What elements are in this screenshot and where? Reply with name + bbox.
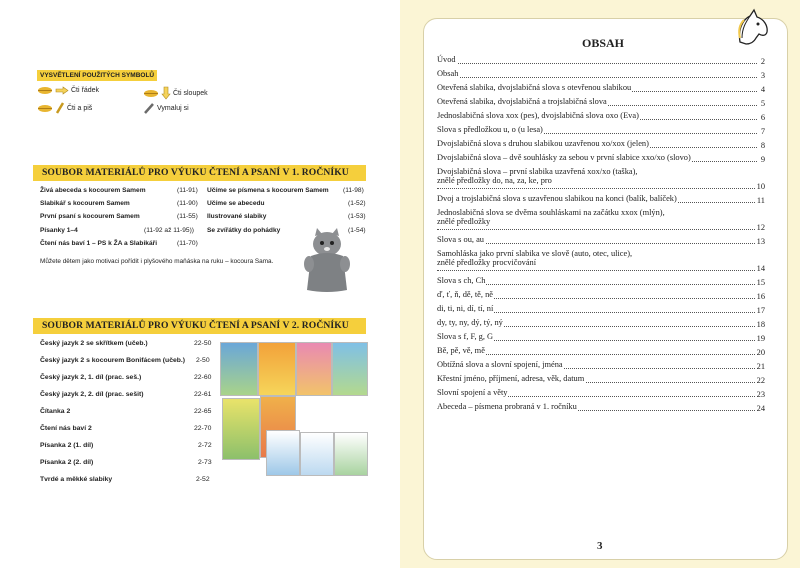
toc-entry[interactable]: di, ti, ni, dí, tí, ní 17: [437, 304, 765, 315]
list-item: Český jazyk 2, 2. díl (prac. sešit): [40, 391, 144, 398]
plush-note: Můžete dětem jako motivaci pořídit i plyšového maňáska na ruku – kocoura Sama.: [40, 258, 274, 265]
item-code: (11-70): [177, 240, 198, 247]
item-code: (11-55): [177, 213, 198, 220]
item-code: (11-92 až 11-95)): [144, 227, 194, 234]
list-item: Český jazyk 2 se skřítkem (učeb.): [40, 340, 148, 347]
item-code: (1-53): [348, 213, 366, 220]
page-number: 3: [597, 540, 603, 552]
book-covers-collage: [220, 340, 366, 480]
book-cover-image: [296, 342, 332, 396]
toc-entry[interactable]: Jednoslabičná slova se dvěma souhláskami na začátku xxox (mlýn), znělé předložky 12: [437, 208, 765, 232]
item-code: 22-50: [194, 340, 212, 347]
toc-entry[interactable]: Obtížná slova a slovní spojení, jména 21: [437, 360, 765, 371]
section2-banner: SOUBOR MATERIÁLŮ PRO VÝUKU ČTENÍ A PSANÍ V 2. ROČNÍKU: [33, 318, 366, 334]
list-item: Učíme se abecedu: [207, 200, 265, 207]
legend-label-read-column: Čti sloupek: [173, 89, 208, 97]
list-item: Učíme se písmena s kocourem Samem: [207, 187, 329, 194]
list-item: Písanka 2 (2. díl): [40, 459, 94, 466]
list-item: Živá abeceda s kocourem Samem: [40, 187, 146, 194]
arrow-right-icon: [55, 86, 69, 95]
legend-title: VYSVĚTLENÍ POUŽITÝCH SYMBOLŮ: [37, 70, 157, 81]
toc-entry[interactable]: Bě, pě, vě, mě 20: [437, 346, 765, 357]
toc-entry[interactable]: Otevřená slabika, dvojslabičná slova s otevřenou slabikou 4: [437, 83, 765, 94]
toc-entry[interactable]: dy, ty, ny, dý, tý, ný 18: [437, 318, 765, 329]
toc-entry[interactable]: Jednoslabičná slova xox (pes), dvojslabičná slova oxo (Eva) 6: [437, 111, 765, 122]
item-code: 22-70: [194, 425, 212, 432]
book-cover-image: [220, 342, 258, 396]
list-item: Ilustrované slabiky: [207, 213, 267, 220]
toc-entry[interactable]: Otevřená slabika, dvojslabičná a trojslabičná slova 5: [437, 97, 765, 108]
toc-entry[interactable]: Abeceda – písmena probraná v 1. ročníku 24: [437, 402, 765, 413]
book-cover-image: [332, 342, 368, 396]
item-code: 2-72: [198, 442, 212, 449]
toc-entry[interactable]: Slova s ch, Ch 15: [437, 276, 765, 287]
list-item: Slabikář s kocourem Samem: [40, 200, 130, 207]
list-item: Český jazyk 2, 1. díl (prac. seš.): [40, 374, 142, 381]
toc-entry[interactable]: ď, ť, ň, dě, tě, ně 16: [437, 290, 765, 301]
list-item: Čtení nás baví 1 – PS k ŽA a Slabikáři: [40, 240, 158, 247]
legend-read-write: [37, 102, 92, 114]
toc-entry[interactable]: Obsah 3: [437, 69, 765, 80]
book-cover-image: [222, 398, 260, 460]
toc-entry[interactable]: Slovní spojení a věty 23: [437, 388, 765, 399]
list-item: Se zvířátky do pohádky: [207, 227, 281, 234]
list-item: Písanky 1–4: [40, 227, 78, 234]
legend-label-read-write: Čti a piš: [67, 104, 93, 112]
plush-cat-puppet-image: [303, 228, 351, 294]
lips-icon: [143, 89, 159, 98]
lips-icon: [37, 104, 53, 113]
section1-banner: SOUBOR MATERIÁLŮ PRO VÝUKU ČTENÍ A PSANÍ V 1. ROČNÍKU: [33, 165, 366, 181]
toc-entry[interactable]: Dvojslabičná slova – dvě souhlásky za sebou v první slabice xxo/xo (slovo) 9: [437, 153, 765, 164]
book-cover-image: [334, 432, 368, 476]
book-cover-image: [300, 432, 334, 476]
legend-label-color: Vymaluj si: [157, 104, 189, 112]
toc-entry[interactable]: Úvod 2: [437, 55, 765, 66]
item-code: 2-73: [198, 459, 212, 466]
item-code: 22-65: [194, 408, 212, 415]
toc-entry[interactable]: Křestní jméno, příjmení, adresa, věk, datum 22: [437, 374, 765, 385]
list-item: Čtení nás baví 2: [40, 425, 92, 432]
lips-icon: [37, 86, 53, 95]
toc-entry[interactable]: Dvoj a trojslabičná slova s uzavřenou slabikou na konci (balík, balíček) 11: [437, 194, 765, 205]
horse-head-icon: [732, 8, 772, 46]
item-code: 2-50: [196, 357, 210, 364]
list-item: Tvrdé a měkké slabiky: [40, 476, 113, 483]
legend-read-row: [37, 86, 99, 95]
list-item: Český jazyk 2 s kocourem Bonifácem (učeb.): [40, 357, 186, 364]
toc-entry[interactable]: Slova s předložkou u, o (u lesa) 7: [437, 125, 765, 136]
item-code: (1-54): [348, 227, 366, 234]
item-code: 22-60: [194, 374, 212, 381]
item-code: (1-52): [348, 200, 366, 207]
legend-read-column: [143, 86, 208, 100]
item-code: (11-90): [177, 200, 198, 207]
item-code: 22-61: [194, 391, 212, 398]
list-item: Písanka 2 (1. díl): [40, 442, 94, 449]
toc-entry[interactable]: Dvojslabičná slova – první slabika uzavřená xox/xo (taška), znělé předložky do, na, za, ke, pro 10: [437, 167, 765, 191]
legend-color: [143, 102, 189, 114]
toc-entry[interactable]: Dvojslabičná slova s druhou slabikou uzavřenou xo/xox (jelen) 8: [437, 139, 765, 150]
list-item: Čítanka 2: [40, 408, 71, 415]
crayon-icon: [143, 102, 155, 114]
toc-entry[interactable]: Samohláska jako první slabika ve slově (auto, otec, ulice), znělé předložky procvičování 14: [437, 249, 765, 273]
toc-title: OBSAH: [582, 36, 625, 50]
book-cover-image: [266, 430, 300, 476]
list-item: První psaní s kocourem Samem: [40, 213, 140, 220]
item-code: (11-98): [343, 187, 364, 194]
pencil-icon: [55, 102, 65, 114]
toc-entry[interactable]: Slova s f, F, g, G 19: [437, 332, 765, 343]
arrow-down-icon: [161, 86, 171, 100]
item-code: 2-52: [196, 476, 210, 483]
item-code: (11-91): [177, 187, 198, 194]
legend-label-read-row: Čti řádek: [71, 87, 100, 94]
toc-entry[interactable]: Slova s ou, au 13: [437, 235, 765, 246]
book-cover-image: [258, 342, 296, 396]
